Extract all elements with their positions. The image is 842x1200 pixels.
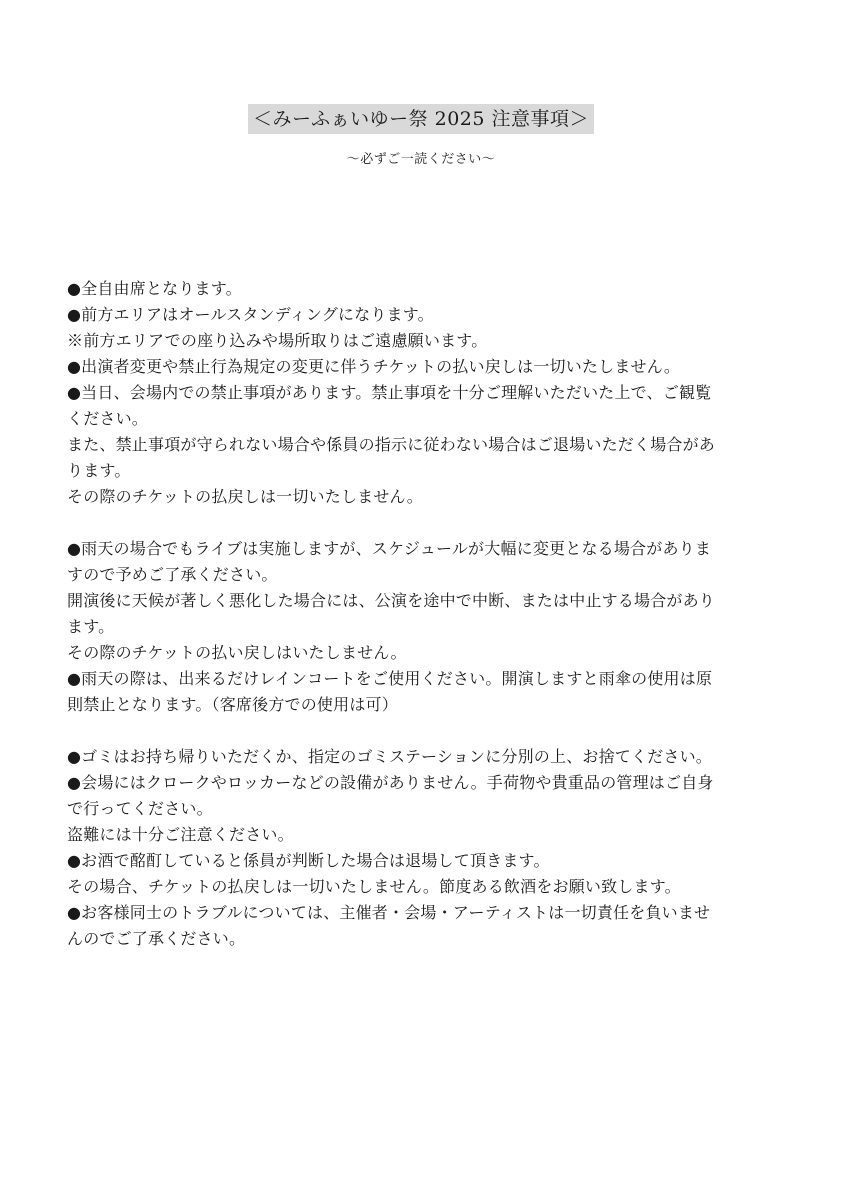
notice-body bbox=[67, 276, 767, 978]
notice-line: ●会場にはクロークやロッカーなどの設備がありません。手荷物や貴重品の管理はご自身 bbox=[67, 773, 714, 792]
notice-line: 開演後に天候が著しく悪化した場合には、公演を途中で中断、または中止する場合があり bbox=[67, 591, 716, 610]
notice-line: ●雨天の際は、出来るだけレインコートをご使用ください。開演しますと雨傘の使用は原 bbox=[67, 669, 713, 688]
notice-line: 則禁止となります。（客席後方での使用は可） bbox=[67, 695, 398, 714]
notice-line: ●前方エリアはオールスタンディングになります。 bbox=[67, 305, 434, 324]
notice-line: その場合、チケットの払戻しは一切いたしません。節度ある飲酒をお願い致します。 bbox=[67, 877, 681, 896]
notice-line: ●全自由席となります。 bbox=[67, 279, 242, 298]
notice-line: ●出演者変更や禁止行為規定の変更に伴うチケットの払い戻しは一切いたしません。 bbox=[67, 357, 681, 376]
notice-line: ※前方エリアでの座り込みや場所取りはご遠慮願います。 bbox=[67, 331, 488, 350]
notice-line: すので予めご了承ください。 bbox=[67, 565, 278, 584]
notice-line: ●ゴミはお持ち帰りいただくか、指定のゴミステーションに分別の上、お捨てください。 bbox=[67, 747, 713, 766]
notice-section-seating-rules bbox=[67, 276, 767, 510]
notice-section-venue-conduct bbox=[67, 744, 767, 952]
notice-line: ●当日、会場内での禁止事項があります。禁止事項を十分ご理解いただいた上で、ご観覧 bbox=[67, 383, 712, 402]
notice-line: 盗難には十分ご注意ください。 bbox=[67, 825, 294, 844]
notice-line: んのでご了承ください。 bbox=[67, 929, 246, 948]
page-subtitle: 〜必ずご一読ください〜 bbox=[346, 152, 496, 167]
notice-line: ます。 bbox=[67, 617, 115, 636]
notice-line: ●お客様同士のトラブルについては、主催者・会場・アーティストは一切責任を負いませ bbox=[67, 903, 711, 922]
notice-line: その際のチケットの払戻しは一切いたしません。 bbox=[67, 487, 423, 506]
page-title: ＜みーふぁいゆー祭 2025 注意事項＞ bbox=[248, 104, 594, 134]
notice-line: ●お酒で酩酊していると係員が判断した場合は退場して頂きます。 bbox=[67, 851, 550, 870]
notice-line: ります。 bbox=[67, 461, 131, 480]
header bbox=[0, 104, 842, 169]
notice-line: ●雨天の場合でもライブは実施しますが、スケジュールが大幅に変更となる場合がありま bbox=[67, 539, 712, 558]
notice-line: その際のチケットの払い戻しはいたしません。 bbox=[67, 643, 407, 662]
notice-line: また、禁止事項が守られない場合や係員の指示に従わない場合はご退場いただく場合があ bbox=[67, 435, 716, 454]
notice-line: で行ってください。 bbox=[67, 799, 213, 818]
notice-section-weather bbox=[67, 536, 767, 718]
notice-line: ください。 bbox=[67, 409, 149, 428]
